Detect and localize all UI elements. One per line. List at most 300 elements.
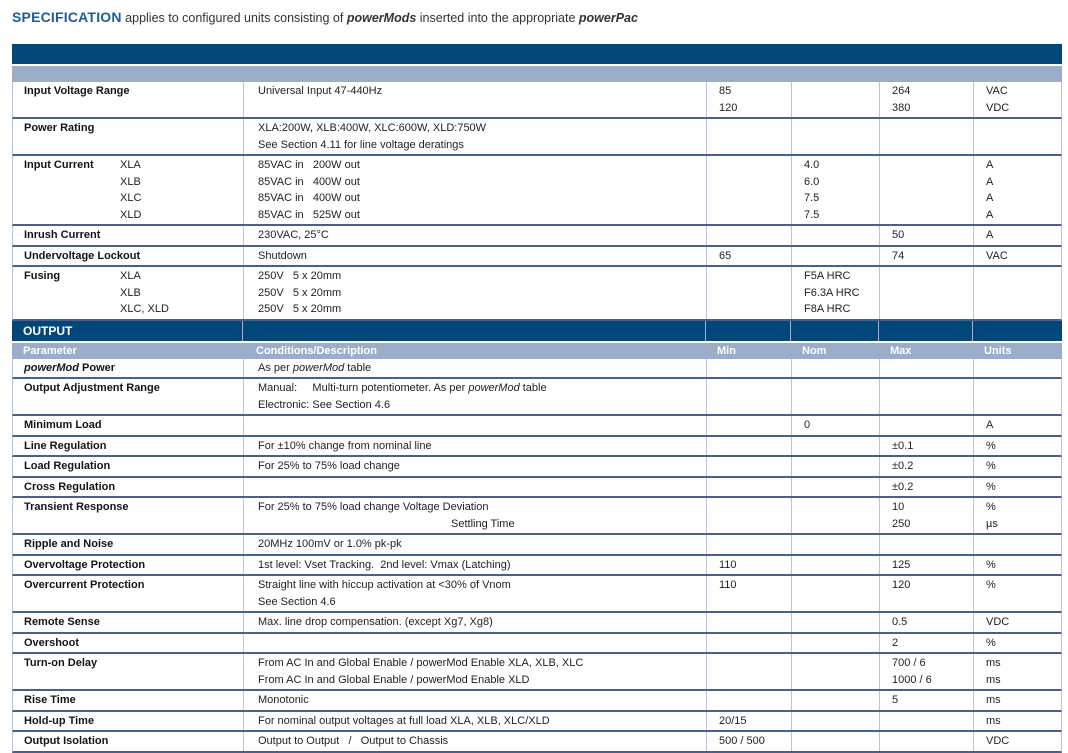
- cell-cond: [243, 478, 706, 497]
- cell-max: [879, 478, 973, 497]
- section-bar-cell: [242, 321, 705, 341]
- text-segment: VDC: [986, 101, 1010, 114]
- section-bar-input: [12, 44, 1062, 64]
- cell-line: [986, 672, 1061, 689]
- text-segment: 65: [719, 249, 732, 262]
- cell-cond: [243, 359, 706, 378]
- text-segment: 85VAC in 200W out: [258, 159, 360, 171]
- text-segment: F6.3A HRC: [804, 286, 860, 299]
- text-segment: Overvoltage Protection: [24, 558, 146, 571]
- cell-line: [892, 672, 971, 689]
- text-segment: Output Adjustment Range: [24, 382, 160, 394]
- cell-min: [706, 498, 791, 533]
- cell-min: [706, 556, 791, 575]
- text-segment: 4.0: [804, 159, 820, 171]
- cell-line: [24, 655, 241, 672]
- table-row: [12, 156, 1062, 226]
- text-segment: 120: [892, 579, 911, 591]
- cell-min: [706, 654, 791, 689]
- text-segment: µs: [986, 517, 998, 530]
- section-bar-output: [12, 321, 1062, 341]
- column-header-cell: [878, 66, 972, 82]
- text-segment: 85: [719, 85, 732, 97]
- cell-min: [706, 416, 791, 435]
- cell-max: [879, 457, 973, 476]
- text-segment: For nominal output voltages at full load XLA, XLB, XLC/XLD: [258, 714, 550, 727]
- parameter-variant: XLB: [120, 286, 141, 299]
- cell-line: [24, 557, 241, 574]
- section-bar-cell: [878, 321, 972, 341]
- table-row: [12, 478, 1062, 499]
- cell-nom: [791, 119, 879, 154]
- text-segment: Cross Regulation: [24, 480, 116, 493]
- parameter-name: [24, 248, 140, 265]
- text-segment: 500 / 500: [719, 735, 765, 747]
- text-segment: 7.5: [804, 208, 820, 221]
- parameter-name: [24, 692, 76, 709]
- text-segment: For ±10% change from nominal line: [258, 439, 432, 452]
- text-segment: 250V 5 x 20mm: [258, 286, 342, 299]
- cell-min: [706, 156, 791, 224]
- cell-max: [879, 119, 973, 154]
- section-title: OUTPUT: [23, 323, 73, 338]
- text-segment: 120: [719, 101, 738, 114]
- text-segment: %: [986, 480, 996, 493]
- cell-nom: [791, 226, 879, 245]
- text-segment: 125: [892, 558, 911, 571]
- cell-min: [706, 691, 791, 710]
- text-segment: Output Isolation: [24, 735, 109, 747]
- parameter-name: [24, 360, 115, 377]
- text-segment: Minimum Load: [24, 419, 102, 431]
- column-header-row-input: [12, 66, 1062, 82]
- cell-units: [973, 416, 1063, 435]
- text-segment: Undervoltage Lockout: [24, 249, 141, 262]
- text-segment: Fusing: [24, 270, 61, 282]
- table-row: [12, 226, 1062, 247]
- parameter-variant: XLA: [120, 159, 141, 171]
- text-segment: Settling Time: [451, 517, 515, 530]
- cell-line: [24, 479, 241, 496]
- text-segment: 74: [892, 249, 905, 262]
- cell-max: [879, 576, 973, 611]
- cell-cond: [243, 457, 706, 476]
- cell-nom: [791, 247, 879, 266]
- text-segment: See Section 4.11 for line voltage deratings: [258, 138, 464, 151]
- cell-param: [13, 613, 243, 632]
- cell-cond: [243, 379, 706, 414]
- cell-line: [719, 83, 789, 100]
- parameter-name: [24, 227, 100, 244]
- parameter-name: [24, 479, 115, 496]
- cell-max: [879, 712, 973, 731]
- cell-line: [892, 100, 971, 117]
- cell-line: [258, 713, 704, 730]
- cell-line: [892, 499, 971, 516]
- cell-max: [879, 156, 973, 224]
- cell-line: [24, 174, 241, 191]
- cell-nom: [791, 379, 879, 414]
- cell-cond: [243, 247, 706, 266]
- text-segment: A: [986, 208, 994, 221]
- cell-line: [258, 458, 704, 475]
- cell-nom: [791, 535, 879, 554]
- text-segment: F5A HRC: [804, 270, 851, 282]
- cell-units: [973, 119, 1063, 154]
- cell-line: [24, 248, 241, 265]
- column-header-label: Conditions/Description: [256, 344, 377, 357]
- cell-line: [258, 120, 704, 137]
- text-segment: 50: [892, 229, 905, 241]
- cell-line: [892, 458, 971, 475]
- text-segment: Remote Sense: [24, 616, 100, 628]
- cell-nom: [791, 691, 879, 710]
- cell-line: [24, 207, 241, 224]
- cell-cond: [243, 556, 706, 575]
- cell-nom: [791, 654, 879, 689]
- section-bar-cell: [790, 321, 878, 341]
- cell-line: [24, 458, 241, 475]
- spec-table: [12, 44, 1062, 753]
- table-row: [12, 379, 1062, 416]
- column-header-cell: [12, 343, 242, 359]
- cell-cond: [243, 691, 706, 710]
- cell-line: [24, 733, 241, 750]
- cell-line: [892, 635, 971, 652]
- cell-max: [879, 437, 973, 456]
- cell-param: [13, 556, 243, 575]
- cell-units: [973, 478, 1063, 497]
- cell-line: [24, 438, 241, 455]
- text-segment: 10: [892, 501, 905, 513]
- cell-cond: [243, 498, 706, 533]
- cell-line: [24, 536, 241, 553]
- cell-units: [973, 267, 1063, 319]
- cell-param: [13, 457, 243, 476]
- cell-min: [706, 247, 791, 266]
- cell-param: [13, 82, 243, 117]
- cell-param: [13, 416, 243, 435]
- text-segment: From AC In and Global Enable / powerMod Enable XLA, XLB, XLC: [258, 657, 584, 669]
- text-segment: 7.5: [804, 192, 820, 204]
- cell-line: [986, 248, 1061, 265]
- table-row: [12, 359, 1062, 380]
- cell-line: [892, 577, 971, 594]
- column-header-cell: [12, 66, 242, 82]
- title-heading: SPECIFICATION: [12, 9, 122, 25]
- cell-max: [879, 556, 973, 575]
- table-row: [12, 712, 1062, 733]
- emphasized-text: powerMod: [468, 382, 520, 394]
- cell-param: [13, 156, 243, 224]
- cell-nom: [791, 498, 879, 533]
- cell-nom: [791, 82, 879, 117]
- parameter-name: [24, 536, 113, 553]
- cell-cond: [243, 634, 706, 653]
- table-row: [12, 576, 1062, 613]
- cell-nom: [791, 634, 879, 653]
- text-segment: %: [986, 636, 996, 649]
- cell-line: [258, 137, 704, 154]
- cell-nom: [791, 613, 879, 632]
- cell-max: [879, 691, 973, 710]
- cell-units: [973, 156, 1063, 224]
- text-segment: For 25% to 75% load change Voltage Deviation: [258, 501, 489, 513]
- text-segment: 700 / 6: [892, 657, 926, 669]
- cell-line: [986, 499, 1061, 516]
- cell-param: [13, 247, 243, 266]
- cell-line: [258, 594, 704, 611]
- text-segment: %: [986, 501, 996, 513]
- text-segment: VAC: [986, 249, 1008, 262]
- cell-line: [804, 268, 877, 285]
- cell-line: [719, 248, 789, 265]
- parameter-name: [24, 438, 107, 455]
- cell-min: [706, 437, 791, 456]
- text-segment: 20MHz 100mV or 1.0% pk-pk: [258, 538, 402, 550]
- cell-line: [804, 417, 877, 434]
- table-row: [12, 732, 1062, 753]
- cell-min: [706, 226, 791, 245]
- cell-param: [13, 654, 243, 689]
- cell-line: [986, 227, 1061, 244]
- cell-line: [258, 536, 704, 553]
- text-segment: applies to configured units consisting of: [125, 11, 347, 25]
- parameter-name: [24, 417, 102, 434]
- text-segment: Line Regulation: [24, 439, 107, 452]
- cell-cond: [243, 119, 706, 154]
- cell-units: [973, 379, 1063, 414]
- cell-max: [879, 634, 973, 653]
- text-segment: 0: [804, 419, 811, 431]
- text-segment: 2: [892, 636, 899, 649]
- column-header-row-output: [12, 343, 1062, 359]
- cell-line: [719, 577, 789, 594]
- cell-line: [258, 190, 704, 207]
- cell-line: [986, 438, 1061, 455]
- text-segment: Hold-up Time: [24, 714, 95, 727]
- text-segment: Straight line with hiccup activation at <30% of Vnom: [258, 579, 511, 591]
- cell-param: [13, 535, 243, 554]
- cell-line: [258, 268, 704, 285]
- text-segment: Input Voltage Range: [24, 85, 130, 97]
- cell-cond: [243, 82, 706, 117]
- table-row: [12, 498, 1062, 535]
- cell-line: [24, 380, 241, 397]
- text-segment: XLA:200W, XLB:400W, XLC:600W, XLD:750W: [258, 122, 487, 134]
- cell-nom: [791, 359, 879, 378]
- cell-param: [13, 478, 243, 497]
- cell-line: [258, 285, 704, 302]
- cell-cond: [243, 732, 706, 751]
- cell-param: [13, 576, 243, 611]
- column-header-cell: [705, 66, 790, 82]
- cell-max: [879, 416, 973, 435]
- cell-units: [973, 359, 1063, 378]
- cell-line: [258, 301, 704, 318]
- cell-max: [879, 613, 973, 632]
- cell-units: [973, 535, 1063, 554]
- text-segment: Ripple and Noise: [24, 538, 114, 550]
- cell-line: [258, 672, 704, 689]
- cell-cond: [243, 654, 706, 689]
- column-header-cell: [242, 66, 705, 82]
- cell-min: [706, 478, 791, 497]
- cell-max: [879, 498, 973, 533]
- cell-param: [13, 119, 243, 154]
- cell-line: [804, 157, 877, 174]
- section-bar-cell: [972, 321, 1062, 341]
- column-header-cell: [242, 343, 705, 359]
- cell-line: [986, 516, 1061, 533]
- text-segment: Rise Time: [24, 694, 76, 706]
- page-title: [0, 0, 1068, 44]
- text-segment: Transient Response: [24, 501, 129, 513]
- text-segment: %: [986, 558, 996, 571]
- table-row: [12, 82, 1062, 119]
- cell-line: [986, 733, 1061, 750]
- cell-line: [804, 285, 877, 302]
- column-header-cell: [878, 343, 972, 359]
- column-header-cell: [705, 343, 790, 359]
- text-segment: 380: [892, 101, 911, 114]
- table-row: [12, 457, 1062, 478]
- cell-line: [892, 655, 971, 672]
- cell-line: [986, 190, 1061, 207]
- parameter-variant: XLB: [120, 175, 141, 188]
- parameter-name: [24, 557, 145, 574]
- cell-line: [24, 285, 241, 302]
- cell-line: [258, 692, 704, 709]
- text-segment: Power: [79, 361, 116, 374]
- text-segment: A: [986, 229, 994, 241]
- cell-line: [258, 207, 704, 224]
- text-segment: Max. line drop compensation. (except Xg7, Xg8): [258, 616, 493, 628]
- cell-units: [973, 654, 1063, 689]
- text-segment: For 25% to 75% load change: [258, 460, 400, 472]
- cell-units: [973, 576, 1063, 611]
- text-segment: ms: [986, 714, 1001, 727]
- cell-units: [973, 226, 1063, 245]
- cell-param: [13, 498, 243, 533]
- text-segment: VDC: [986, 616, 1010, 628]
- text-segment: table: [519, 382, 547, 394]
- emphasized-text: powerMod: [24, 361, 79, 374]
- parameter-variant: XLC: [120, 192, 142, 204]
- column-header-cell: [790, 66, 878, 82]
- cell-param: [13, 712, 243, 731]
- cell-cond: [243, 416, 706, 435]
- cell-line: [24, 83, 241, 100]
- text-segment: 20/15: [719, 714, 747, 727]
- text-segment: 250: [892, 517, 911, 530]
- emphasized-text: powerPac: [578, 11, 638, 25]
- cell-line: [892, 614, 971, 631]
- cell-max: [879, 247, 973, 266]
- cell-max: [879, 226, 973, 245]
- cell-param: [13, 267, 243, 319]
- parameter-name: [24, 614, 100, 631]
- cell-nom: [791, 712, 879, 731]
- cell-line: [986, 157, 1061, 174]
- cell-line: [24, 577, 241, 594]
- cell-line: [258, 157, 704, 174]
- text-segment: Turn-on Delay: [24, 657, 98, 669]
- cell-line: [24, 157, 241, 174]
- cell-param: [13, 732, 243, 751]
- cell-min: [706, 267, 791, 319]
- cell-min: [706, 634, 791, 653]
- text-segment: 110: [719, 579, 737, 591]
- cell-units: [973, 556, 1063, 575]
- cell-min: [706, 613, 791, 632]
- text-segment: F8A HRC: [804, 303, 851, 315]
- cell-line: [258, 655, 704, 672]
- table-row: [12, 119, 1062, 156]
- text-segment: 85VAC in 400W out: [258, 192, 360, 204]
- table-row: [12, 634, 1062, 655]
- parameter-name: [24, 83, 130, 100]
- cell-nom: [791, 437, 879, 456]
- cell-line: [892, 227, 971, 244]
- column-header-cell: [972, 343, 1062, 359]
- cell-line: [892, 557, 971, 574]
- parameter-name: [24, 268, 120, 285]
- text-segment: ±0.2: [892, 480, 914, 493]
- cell-cond: [243, 267, 706, 319]
- cell-units: [973, 732, 1063, 751]
- text-segment: %: [986, 579, 996, 591]
- cell-line: [258, 360, 704, 377]
- text-segment: As per: [258, 361, 293, 374]
- cell-line: [804, 301, 877, 318]
- column-header-label: Min: [717, 344, 736, 357]
- cell-max: [879, 82, 973, 117]
- cell-nom: [791, 267, 879, 319]
- table-row: [12, 416, 1062, 437]
- text-segment: 250V 5 x 20mm: [258, 303, 342, 315]
- cell-min: [706, 379, 791, 414]
- table-row: [12, 654, 1062, 691]
- cell-line: [719, 557, 789, 574]
- cell-line: [986, 577, 1061, 594]
- table-row: [12, 691, 1062, 712]
- text-segment: VAC: [986, 85, 1008, 97]
- parameter-name: [24, 655, 97, 672]
- cell-line: [986, 417, 1061, 434]
- section-bar-cell: [12, 321, 242, 341]
- parameter-name: [24, 577, 144, 594]
- cell-param: [13, 634, 243, 653]
- cell-line: [24, 301, 241, 318]
- cell-max: [879, 359, 973, 378]
- column-header-label: Parameter: [23, 344, 77, 357]
- cell-line: [258, 397, 704, 414]
- text-segment: From AC In and Global Enable / powerMod Enable XLD: [258, 673, 530, 686]
- cell-nom: [791, 457, 879, 476]
- parameter-name: [24, 458, 110, 475]
- text-segment: See Section 4.6: [258, 595, 336, 608]
- cell-units: [973, 691, 1063, 710]
- cell-max: [879, 732, 973, 751]
- cell-max: [879, 654, 973, 689]
- cell-min: [706, 535, 791, 554]
- cell-line: [986, 614, 1061, 631]
- cell-units: [973, 437, 1063, 456]
- cell-nom: [791, 156, 879, 224]
- table-row: [12, 535, 1062, 556]
- cell-line: [804, 174, 877, 191]
